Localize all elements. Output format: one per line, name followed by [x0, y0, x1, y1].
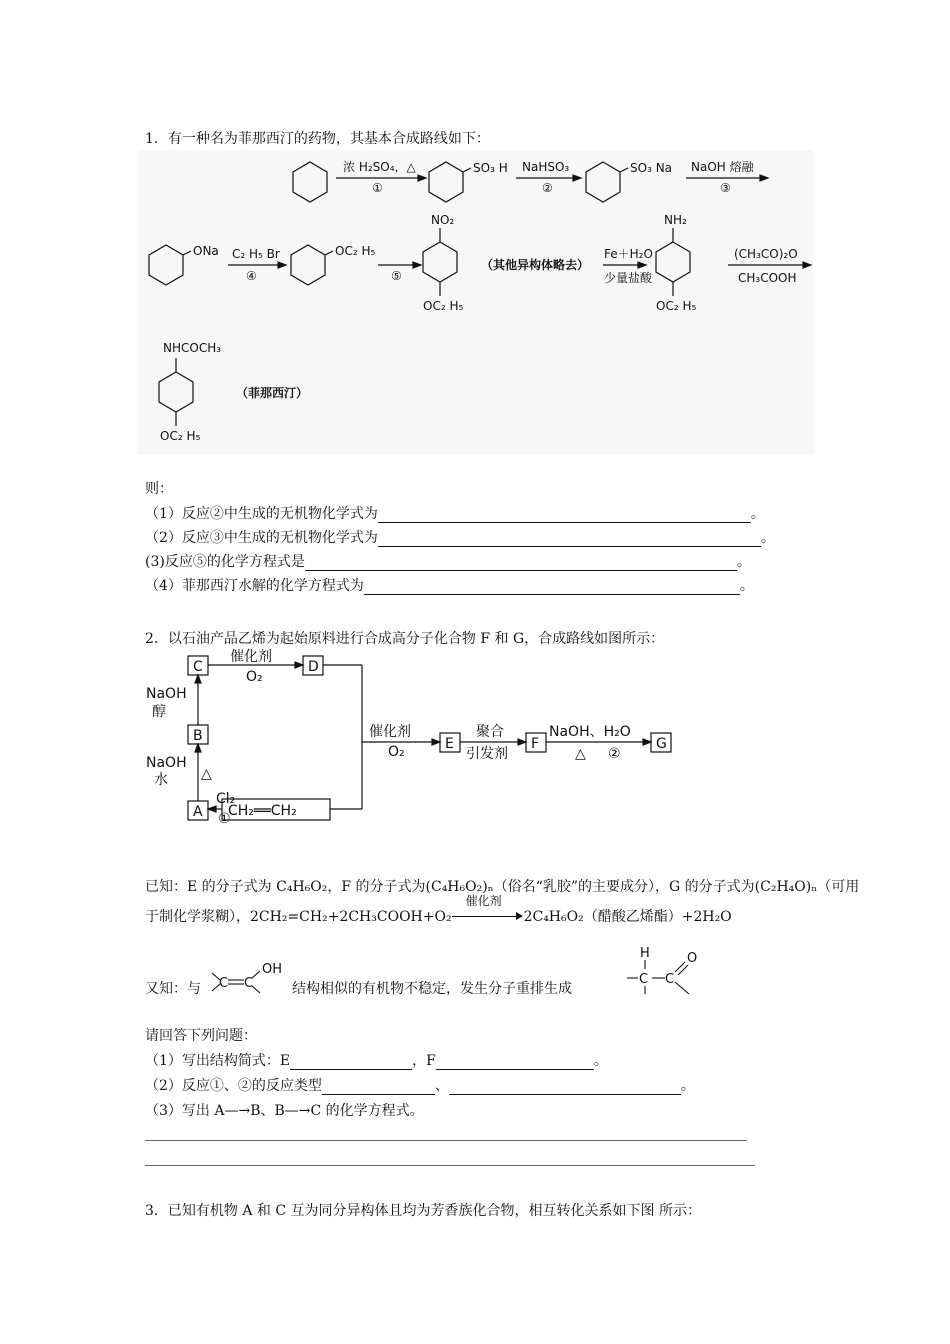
svg-text:C: C [665, 972, 675, 987]
q1-item-2-text: （2）反应③中生成的无机物化学式为 [145, 530, 378, 546]
q2-known-2-pre: 又知：与 [145, 981, 201, 997]
q1-item-2 [145, 527, 775, 547]
q2-item-2-sep: 、 [434, 1078, 449, 1094]
enol-structure [210, 955, 290, 1000]
answer-blank[interactable] [364, 580, 740, 595]
q2-item-1-end: 。 [593, 1053, 608, 1069]
q1-item-3-end: 。 [736, 554, 751, 570]
q1-item-4-end: 。 [739, 578, 754, 594]
step-1-label: ① [372, 181, 383, 195]
label-F: F [531, 736, 540, 752]
svg-text:C: C [219, 976, 229, 991]
isomer-note: （其他异构体略去） [481, 258, 590, 272]
delta-2: △ [575, 746, 586, 762]
reagent-4: C₂ H₅ Br [232, 247, 280, 261]
product-7-bottom: OC₂ H₅ [160, 429, 201, 443]
step-1-label: ① [218, 811, 231, 825]
label-C: C [193, 659, 203, 675]
q1-item-2-end: 。 [760, 530, 775, 546]
alcohol: 醇 [152, 704, 166, 720]
o-label: O [687, 951, 698, 966]
o2-2: O₂ [388, 744, 405, 760]
naoh-h2o: NaOH、H₂O [549, 724, 631, 740]
reagent-6-bottom: 少量盐酸 [604, 271, 653, 285]
q2-item-2 [145, 1075, 695, 1095]
delta-1: △ [201, 766, 212, 782]
benzene-ring [429, 162, 463, 202]
q1-item-3 [145, 551, 751, 571]
answer-blank[interactable] [322, 1080, 435, 1095]
answer-blank[interactable] [290, 1055, 412, 1070]
reagent-3: NaOH 熔融 [691, 160, 754, 174]
q2-ask: 请回答下列问题： [145, 1028, 257, 1044]
benzene-ring [293, 162, 327, 202]
q2-item-3: （3）写出 A—→B、B—→C 的化学方程式。 [145, 1103, 424, 1119]
q2-known-2-mid: 结构相似的有机物不稳定，发生分子重排生成 [292, 981, 572, 997]
step-3-label: ③ [720, 181, 731, 195]
benzene-ring [423, 242, 457, 282]
q2-item-1-sep: ，F [412, 1053, 436, 1069]
benzene-ring [656, 242, 690, 282]
phenacetin-label: （菲那西汀） [236, 386, 309, 400]
answer-blank[interactable] [305, 556, 737, 571]
q1-then: 则： [145, 481, 173, 497]
label-B: B [193, 728, 203, 744]
label-E: E [445, 736, 454, 752]
q2-item-2-text: （2）反应①、②的反应类型 [145, 1078, 322, 1094]
reagent-7-bottom: CH₃COOH [738, 271, 797, 285]
catalyst-arrow [452, 894, 524, 924]
naoh-1: NaOH [146, 686, 187, 702]
benzene-ring [291, 245, 325, 285]
label-D: D [308, 659, 319, 675]
reagent-7-top: (CH₃CO)₂O [734, 247, 798, 261]
known-eq-left: 于制化学浆糊），2CH₂=CH₂+2CH₃COOH+O₂ [145, 909, 452, 925]
svg-text:C: C [244, 976, 254, 991]
h-label: H [640, 946, 650, 961]
initiator: 引发剂 [466, 746, 508, 762]
answer-blank[interactable] [436, 1055, 594, 1070]
q2-item-2-end: 。 [680, 1078, 695, 1094]
oh-label: OH [262, 962, 283, 977]
naoh-2: NaOH [146, 755, 187, 771]
q2-known-1b [145, 894, 732, 926]
product-6-top: NH₂ [664, 213, 687, 227]
product-2-label: SO₃ Na [630, 161, 673, 175]
svg-text:C: C [639, 972, 649, 987]
keto-structure [625, 944, 700, 1000]
polymerize: 聚合 [476, 724, 504, 740]
label-A: A [193, 804, 203, 820]
catalyst-label: 催化剂 [465, 894, 502, 908]
cl2: Cl₂ [216, 791, 236, 807]
step-4-label: ④ [246, 269, 257, 283]
answer-line[interactable] [145, 1165, 755, 1166]
benzene-ring [149, 245, 183, 285]
o2-1: O₂ [246, 669, 263, 685]
water: 水 [154, 772, 168, 788]
answer-line[interactable] [145, 1140, 747, 1141]
step-2-label: ② [542, 181, 553, 195]
q2-synthesis-diagram [140, 645, 700, 825]
step-5-label: ⑤ [391, 269, 402, 283]
known-eq-right: 2C₄H₆O₂（醋酸乙烯酯）+2H₂O [523, 909, 732, 925]
product-3-label: ONa [193, 244, 219, 258]
q2-item-1 [145, 1050, 608, 1070]
product-7-top: NHCOCH₃ [163, 341, 222, 355]
reagent-1: 浓 H₂SO₄，△ [343, 160, 416, 174]
q1-stem: 1．有一种名为菲那西汀的药物，其基本合成路线如下： [145, 131, 490, 147]
label-G: G [656, 736, 667, 752]
q1-item-1 [145, 503, 765, 523]
reagent-2: NaHSO₃ [522, 160, 570, 174]
benzene-ring [159, 372, 193, 412]
q3-stem: 3．已知有机物 A 和 C 互为同分异构体且均为芳香族化合物，相互转化关系如下图 所示： [145, 1203, 701, 1219]
q1-item-4 [145, 575, 754, 595]
q1-item-1-end: 。 [750, 506, 765, 522]
catalyst-2: 催化剂 [369, 724, 411, 740]
q1-synthesis-scheme [138, 150, 813, 455]
q2-known-1a: 已知：E 的分子式为 C₄H₆O₂，F 的分子式为(C₄H₆O₂)ₙ（俗名“乳胶”的主要成分），G 的分子式为(C₂H₄O)ₙ（可用 [145, 879, 860, 895]
q2-item-1-text: （1）写出结构简式：E [145, 1053, 291, 1069]
benzene-ring [586, 162, 620, 202]
product-4-label: OC₂ H₅ [335, 244, 376, 258]
step-2-label: ② [608, 746, 621, 762]
product-6-bottom: OC₂ H₅ [656, 299, 697, 313]
q1-item-4-text: （4）菲那西汀水解的化学方程式为 [145, 578, 364, 594]
label-ethylene: CH₂══CH₂ [228, 803, 297, 819]
q2-stem: 2．以石油产品乙烯为起始原料进行合成高分子化合物 F 和 G，合成路线如图所示： [145, 631, 665, 647]
product-5-bottom: OC₂ H₅ [423, 299, 464, 313]
reagent-6-top: Fe＋H₂O [604, 247, 653, 261]
answer-blank[interactable] [449, 1080, 681, 1095]
product-1-label: SO₃ H [473, 161, 508, 175]
answer-blank[interactable] [378, 508, 751, 523]
q1-item-3-text: (3)反应⑤的化学方程式是 [145, 554, 305, 570]
answer-blank[interactable] [378, 532, 761, 547]
q1-item-1-text: （1）反应②中生成的无机物化学式为 [145, 506, 378, 522]
catalyst-1: 催化剂 [230, 649, 272, 665]
product-5-top: NO₂ [431, 213, 455, 227]
